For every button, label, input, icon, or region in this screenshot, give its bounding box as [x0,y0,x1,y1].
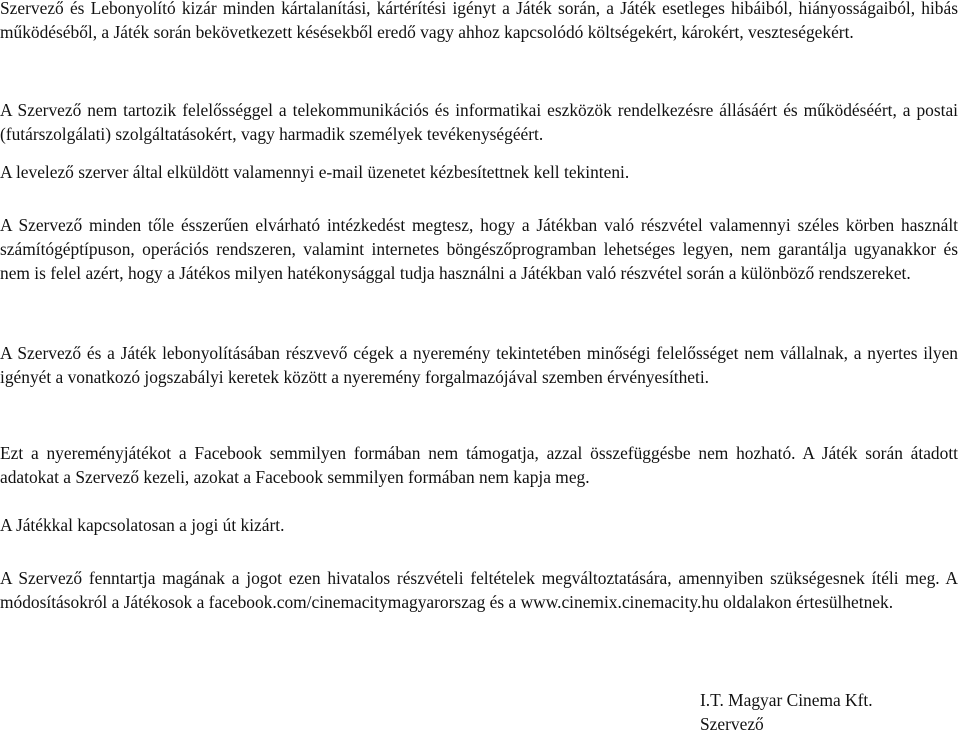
paragraph-terms-modification: A Szervező fenntartja magának a jogot ezen hivatalos részvételi feltételek megváltoztatására, amennyiben szükségesnek ítéli meg. A módosításokról a Játékosok a facebook.com/cinemacitymagyarorszag és a www.cinemix.cinemacity.hu oldalakon értesülhetnek. [0,568,958,612]
paragraph-system-compatibility: A Szervező minden tőle ésszerűen elvárható intézkedést megtesz, hogy a Játékban való részvétel valamennyi széles körben használt számítógéptípuson, operációs rendszeren, valamint internetes böngészőprogramban lehetséges legyen, nem garantálja ugyanakkor és nem is felel azért, hogy a Játékos milyen hatékonysággal tudja használni a Játékban való részvétel során a különböző rendszereket. [0,215,958,283]
paragraph-email-delivery: A levelező szerver által elküldött valamennyi e-mail üzenetet kézbesítettnek kell tekinteni. [0,162,630,182]
paragraph-legal-recourse: A Játékkal kapcsolatosan a jogi út kizárt. [0,515,285,535]
signature-block [700,688,873,736]
paragraph-liability-exclusion: Szervező és Lebonyolító kizár minden kártalanítási, kártérítési igényt a Játék során, a Játék esetleges hibáiból, hiányosságaiból, hibás működéséből, a Játék során bekövetkezett késésekből eredő vagy ahhoz kapcsolódó költségekért, károkért, veszteségekért. [0,0,958,42]
signature-company: I.T. Magyar Cinema Kft. [700,690,873,710]
paragraph-facebook-disclaimer: Ezt a nyereményjátékot a Facebook semmilyen formában nem támogatja, azzal összefüggésbe nem hozható. A Játék során átadott adatokat a Szervező kezeli, azokat a Facebook semmilyen formában nem kapja meg. [0,443,958,487]
paragraph-telecom-responsibility: A Szervező nem tartozik felelősséggel a telekommunikációs és informatikai eszközök rendelkezésre állásáért és működéséért, a postai (futárszolgálati) szolgáltatásokért, vagy harmadik személyek tevékenységéért. [0,100,958,144]
paragraph-prize-quality: A Szervező és a Játék lebonyolításában részvevő cégek a nyeremény tekintetében minőségi felelősséget nem vállalnak, a nyertes ilyen igényét a vonatkozó jogszabályi keretek között a nyeremény forgalmazójával szemben érvényesítheti. [0,343,958,387]
signature-role: Szervező [700,714,764,734]
